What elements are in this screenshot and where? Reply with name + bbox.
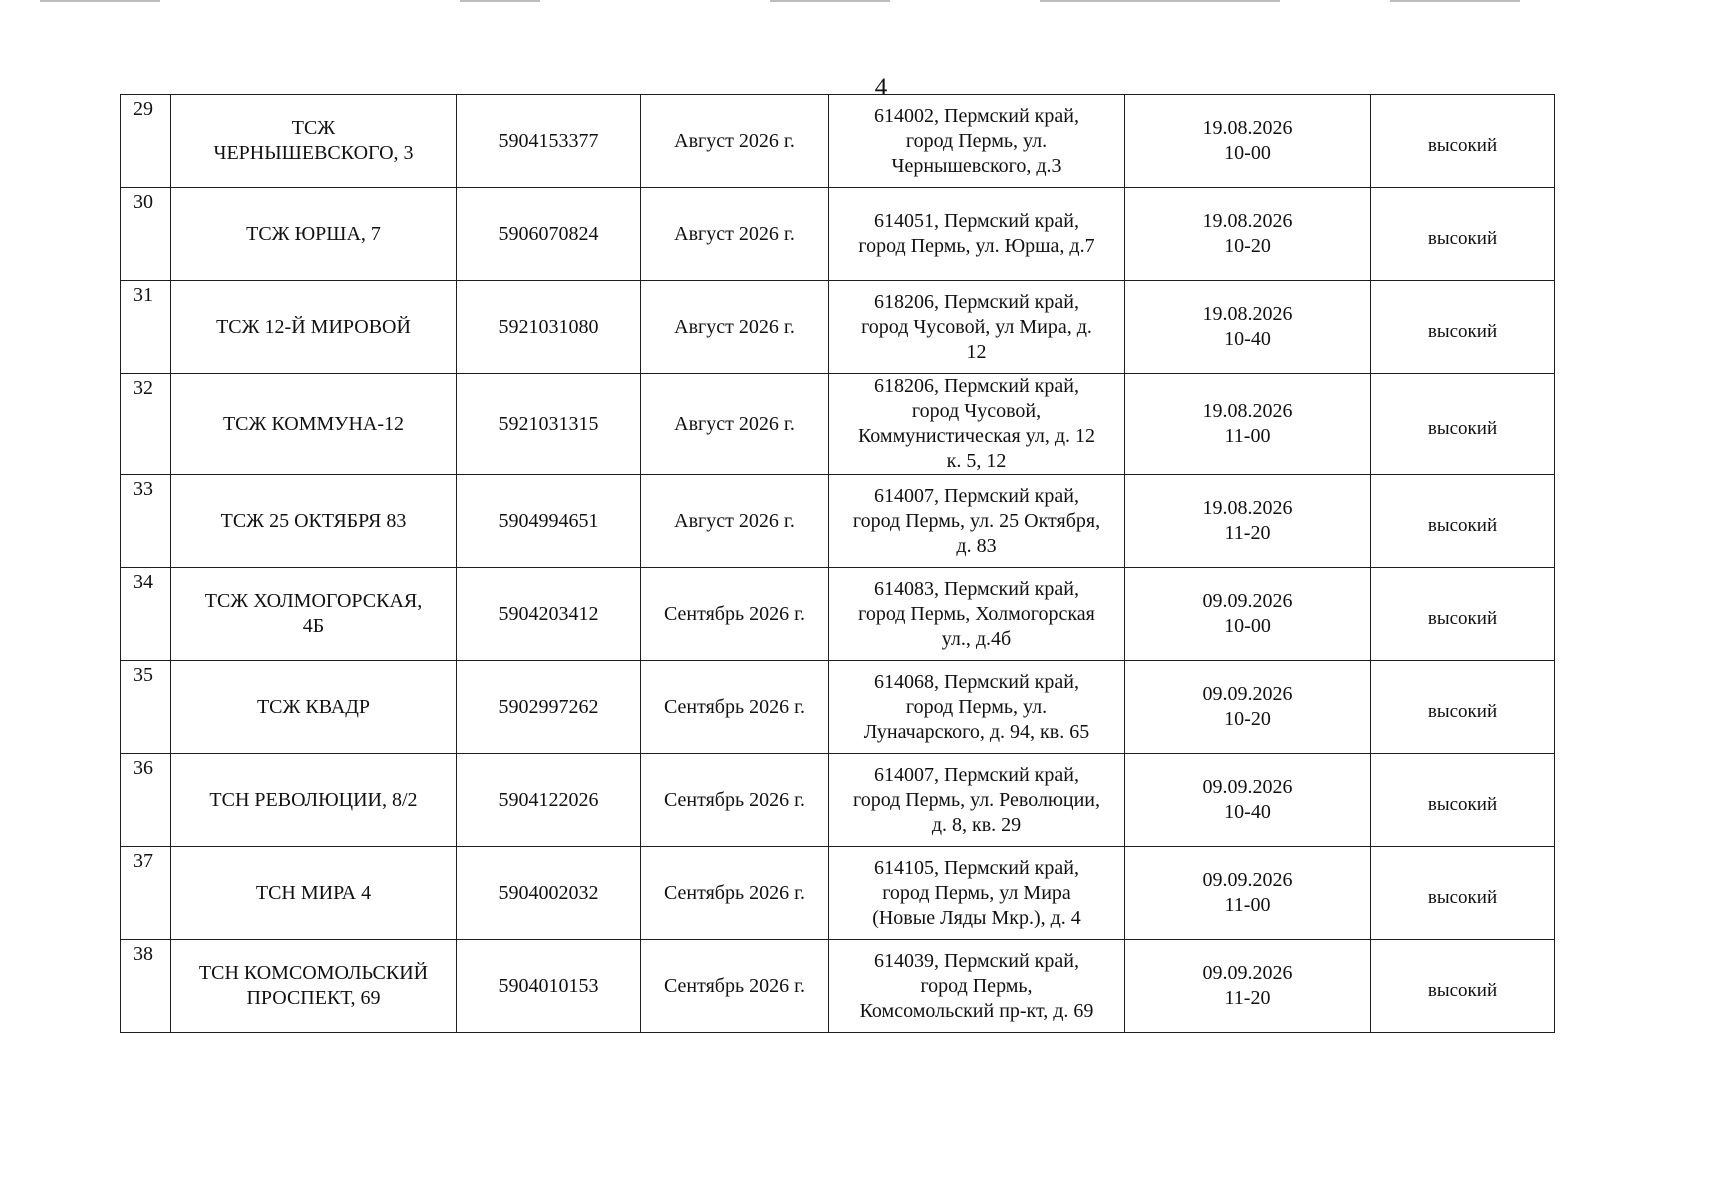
- row-number-cell: [121, 374, 171, 475]
- inspection-month: Август 2026 г.: [674, 222, 795, 245]
- inspection-datetime: 09.09.2026 11-20: [1202, 962, 1293, 1009]
- table-row: [121, 188, 1555, 281]
- risk-category-cell: [1371, 661, 1555, 754]
- table-row: [121, 475, 1555, 568]
- row-number: 32: [133, 377, 153, 399]
- inspection-datetime: 19.08.2026 11-00: [1202, 400, 1293, 447]
- inn-number-cell: [457, 95, 641, 188]
- inspection-datetime-cell: [1125, 568, 1371, 661]
- row-number-cell: [121, 568, 171, 661]
- organization-address: 614051, Пермский край, город Пермь, ул. Юрша, д.7: [858, 210, 1095, 257]
- risk-category: высокий: [1427, 134, 1498, 156]
- inn-number: 5904122026: [498, 788, 599, 811]
- inspection-month-cell: [641, 188, 829, 281]
- organization-name: ТСН РЕВОЛЮЦИИ, 8/2: [209, 788, 418, 811]
- inspection-datetime-cell: [1125, 374, 1371, 475]
- organization-address: 618206, Пермский край, город Чусовой, Коммунистическая ул, д. 12 к. 5, 12: [857, 375, 1096, 472]
- inn-number: 5904203412: [498, 602, 599, 625]
- risk-category-cell: [1371, 847, 1555, 940]
- inn-number: 5904994651: [498, 509, 599, 532]
- inn-number-cell: [457, 754, 641, 847]
- row-number-cell: [121, 847, 171, 940]
- organization-name-cell: [171, 568, 457, 661]
- organization-name-cell: [171, 95, 457, 188]
- inn-number-cell: [457, 568, 641, 661]
- organization-address: 614105, Пермский край, город Пермь, ул Мира (Новые Ляды Мкр.), д. 4: [872, 856, 1081, 929]
- inspection-month: Сентябрь 2026 г.: [663, 695, 806, 718]
- risk-category-cell: [1371, 754, 1555, 847]
- organization-name-cell: [171, 374, 457, 475]
- inspection-datetime: 19.08.2026 11-20: [1202, 497, 1293, 544]
- organization-name: ТСН КОМСОМОЛЬСКИЙ ПРОСПЕКТ, 69: [198, 962, 429, 1009]
- inspection-datetime-cell: [1125, 661, 1371, 754]
- inspection-datetime-cell: [1125, 847, 1371, 940]
- organization-name: ТСЖ КОММУНА-12: [222, 412, 405, 435]
- inspection-month-cell: [641, 568, 829, 661]
- row-number: 35: [133, 664, 153, 686]
- page-number: 4: [874, 74, 888, 101]
- inspection-datetime: 09.09.2026 11-00: [1202, 869, 1293, 916]
- scan-edge-line: [1390, 0, 1520, 2]
- risk-category-cell: [1371, 95, 1555, 188]
- row-number-cell: [121, 754, 171, 847]
- risk-category-cell: [1371, 281, 1555, 374]
- organization-name: ТСЖ ЮРША, 7: [246, 222, 381, 245]
- organization-address: 614007, Пермский край, город Пермь, ул. 25 Октября, д. 83: [852, 484, 1101, 557]
- row-number-cell: [121, 475, 171, 568]
- table-row: [121, 847, 1555, 940]
- organization-address-cell: [829, 568, 1125, 661]
- risk-category: высокий: [1427, 979, 1498, 1001]
- inspection-month: Сентябрь 2026 г.: [663, 881, 806, 904]
- organization-address-cell: [829, 95, 1125, 188]
- row-number: 36: [133, 757, 153, 779]
- inspection-month: Август 2026 г.: [674, 412, 795, 435]
- organization-name: ТСЖ ХОЛМОГОРСКАЯ, 4Б: [204, 590, 423, 637]
- inn-number: 5904153377: [498, 129, 599, 152]
- inspection-month-cell: [641, 847, 829, 940]
- row-number-cell: [121, 940, 171, 1033]
- scan-edge-line: [1040, 0, 1280, 2]
- risk-category: высокий: [1427, 607, 1498, 629]
- table-row: [121, 754, 1555, 847]
- organization-address-cell: [829, 475, 1125, 568]
- inspection-month: Август 2026 г.: [674, 129, 795, 152]
- table-row: [121, 95, 1555, 188]
- inn-number-cell: [457, 940, 641, 1033]
- scan-edge-line: [460, 0, 540, 2]
- inspection-datetime: 19.08.2026 10-40: [1202, 303, 1293, 350]
- inspection-datetime-cell: [1125, 940, 1371, 1033]
- organization-address-cell: [829, 661, 1125, 754]
- risk-category: высокий: [1427, 320, 1498, 342]
- inspection-month: Август 2026 г.: [674, 315, 795, 338]
- inspection-datetime-cell: [1125, 475, 1371, 568]
- scan-edge-line: [770, 0, 890, 2]
- organization-address-cell: [829, 847, 1125, 940]
- row-number-cell: [121, 95, 171, 188]
- organization-address-cell: [829, 188, 1125, 281]
- row-number-cell: [121, 281, 171, 374]
- organization-address: 614039, Пермский край, город Пермь, Комсомольский пр-кт, д. 69: [859, 949, 1094, 1022]
- inn-number-cell: [457, 475, 641, 568]
- risk-category: высокий: [1427, 514, 1498, 536]
- inspection-datetime: 09.09.2026 10-40: [1202, 776, 1293, 823]
- organization-name: ТСЖ КВАДР: [256, 695, 371, 718]
- inspection-month: Август 2026 г.: [674, 509, 795, 532]
- inspection-datetime: 19.08.2026 10-00: [1202, 117, 1293, 164]
- organization-name-cell: [171, 661, 457, 754]
- row-number: 30: [133, 191, 153, 213]
- inspection-month: Сентябрь 2026 г.: [663, 974, 806, 997]
- inn-number: 5906070824: [498, 222, 599, 245]
- organization-name-cell: [171, 281, 457, 374]
- inspection-month-cell: [641, 661, 829, 754]
- inspection-datetime: 19.08.2026 10-20: [1202, 210, 1293, 257]
- inspection-month-cell: [641, 281, 829, 374]
- risk-category-cell: [1371, 374, 1555, 475]
- inspection-month-cell: [641, 940, 829, 1033]
- organization-address-cell: [829, 940, 1125, 1033]
- schedule-table: [120, 94, 1555, 1033]
- organization-name-cell: [171, 475, 457, 568]
- risk-category-cell: [1371, 568, 1555, 661]
- risk-category-cell: [1371, 188, 1555, 281]
- table-row: [121, 374, 1555, 475]
- row-number: 31: [133, 284, 153, 306]
- row-number: 38: [133, 943, 153, 965]
- inspection-month-cell: [641, 95, 829, 188]
- organization-name-cell: [171, 754, 457, 847]
- organization-name: ТСЖ 25 ОКТЯБРЯ 83: [220, 509, 407, 532]
- inn-number-cell: [457, 847, 641, 940]
- organization-address-cell: [829, 374, 1125, 475]
- row-number-cell: [121, 188, 171, 281]
- table-row: [121, 661, 1555, 754]
- row-number: 37: [133, 850, 153, 872]
- organization-address: 614002, Пермский край, город Пермь, ул. Чернышевского, д.3: [874, 104, 1079, 177]
- organization-name-cell: [171, 940, 457, 1033]
- organization-name-cell: [171, 847, 457, 940]
- inn-number-cell: [457, 374, 641, 475]
- table-row: [121, 940, 1555, 1033]
- organization-address: 614083, Пермский край, город Пермь, Холмогорская ул., д.4б: [858, 577, 1095, 650]
- risk-category: высокий: [1427, 227, 1498, 249]
- row-number-cell: [121, 661, 171, 754]
- table-row: [121, 568, 1555, 661]
- table-body: [121, 95, 1555, 1033]
- inspection-month: Сентябрь 2026 г.: [663, 788, 806, 811]
- scan-edge-line: [40, 0, 160, 2]
- organization-address: 614007, Пермский край, город Пермь, ул. Революции, д. 8, кв. 29: [852, 763, 1100, 836]
- inspection-datetime-cell: [1125, 281, 1371, 374]
- inspection-datetime-cell: [1125, 188, 1371, 281]
- risk-category-cell: [1371, 475, 1555, 568]
- inspection-month: Сентябрь 2026 г.: [663, 602, 806, 625]
- inspection-datetime-cell: [1125, 754, 1371, 847]
- inspection-datetime: 09.09.2026 10-20: [1202, 683, 1293, 730]
- organization-name: ТСЖ ЧЕРНЫШЕВСКОГО, 3: [213, 117, 414, 164]
- organization-address-cell: [829, 754, 1125, 847]
- inn-number-cell: [457, 661, 641, 754]
- inn-number: 5902997262: [498, 695, 599, 718]
- inn-number-cell: [457, 281, 641, 374]
- inn-number: 5904002032: [498, 881, 599, 904]
- organization-address: 618206, Пермский край, город Чусовой, ул Мира, д. 12: [861, 290, 1092, 363]
- organization-address: 614068, Пермский край, город Пермь, ул. Луначарского, д. 94, кв. 65: [863, 670, 1090, 743]
- risk-category-cell: [1371, 940, 1555, 1033]
- inn-number: 5904010153: [498, 974, 599, 997]
- organization-address-cell: [829, 281, 1125, 374]
- row-number: 29: [133, 98, 153, 120]
- inn-number: 5921031080: [498, 315, 599, 338]
- risk-category: высокий: [1427, 700, 1498, 722]
- inspection-month-cell: [641, 754, 829, 847]
- risk-category: высокий: [1427, 417, 1498, 439]
- risk-category: высокий: [1427, 886, 1498, 908]
- organization-name: ТСЖ 12-Й МИРОВОЙ: [216, 315, 411, 338]
- inspection-month-cell: [641, 374, 829, 475]
- organization-name-cell: [171, 188, 457, 281]
- inspection-datetime-cell: [1125, 95, 1371, 188]
- inn-number: 5921031315: [498, 412, 599, 435]
- inspection-datetime: 09.09.2026 10-00: [1202, 590, 1293, 637]
- inn-number-cell: [457, 188, 641, 281]
- organization-name: ТСН МИРА 4: [255, 881, 372, 904]
- inspection-month-cell: [641, 475, 829, 568]
- risk-category: высокий: [1427, 793, 1498, 815]
- table-row: [121, 281, 1555, 374]
- row-number: 33: [133, 478, 153, 500]
- row-number: 34: [133, 571, 153, 593]
